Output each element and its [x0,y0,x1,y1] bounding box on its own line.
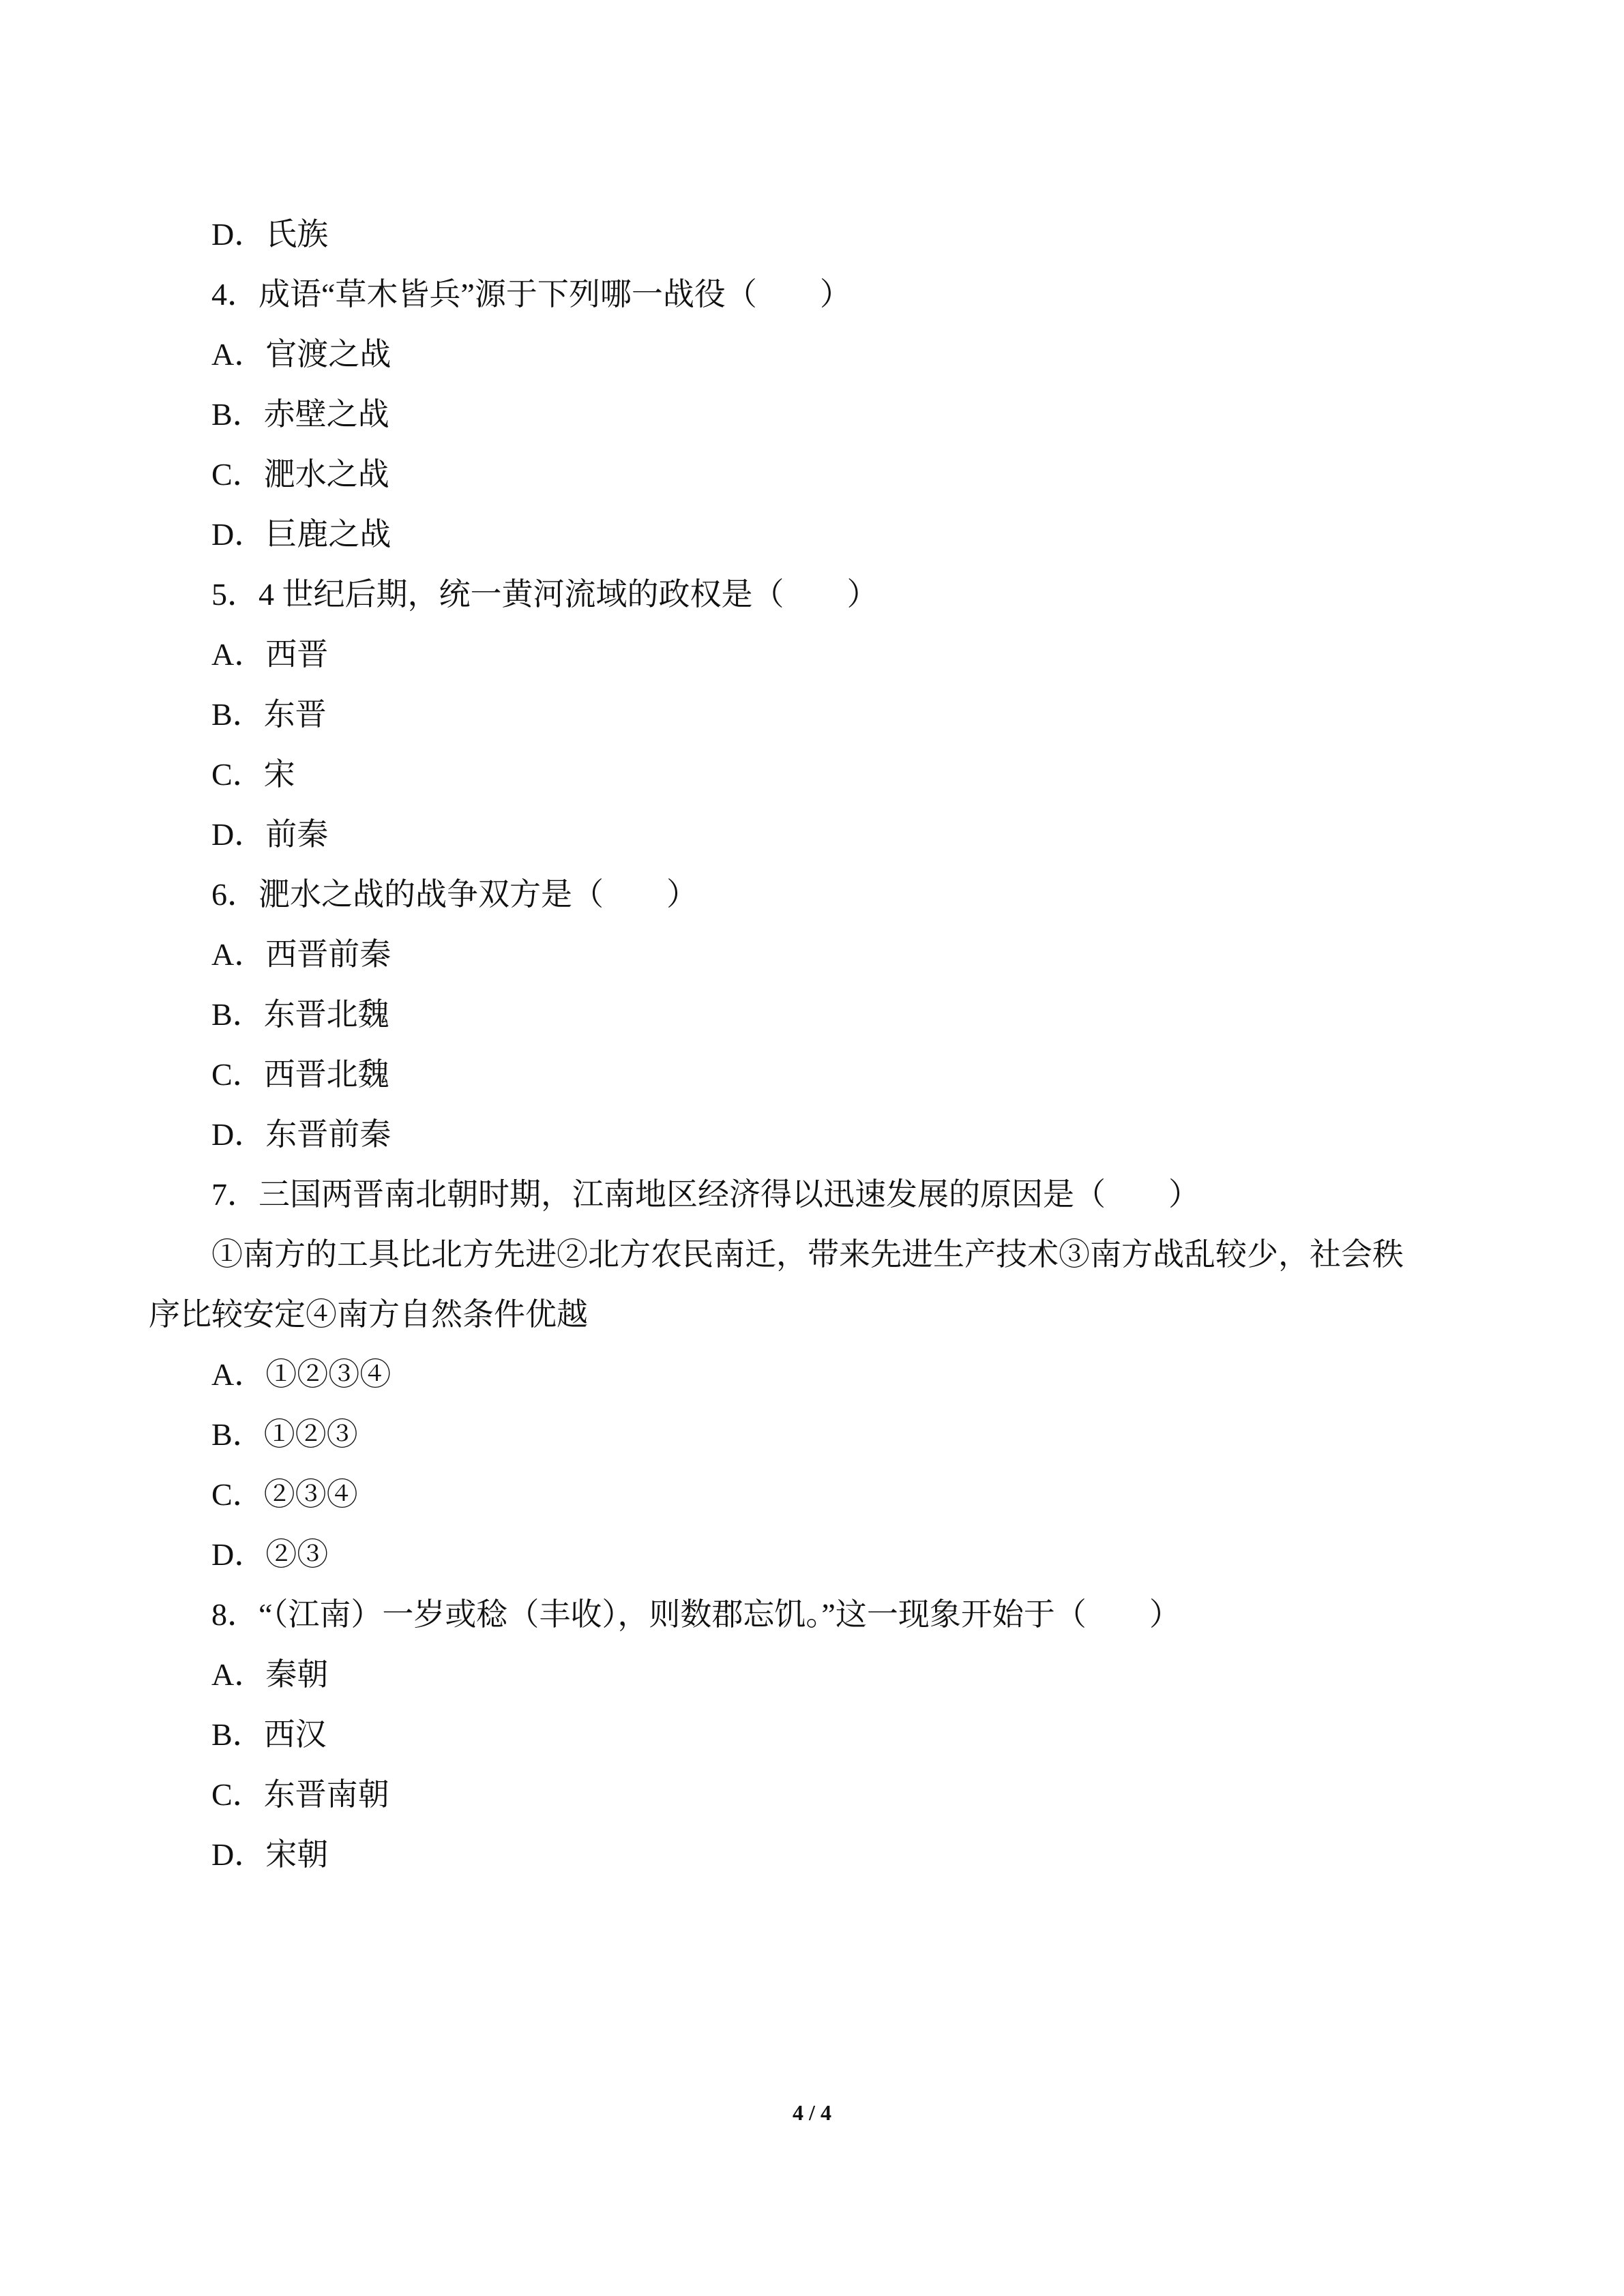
text-line: 5．4 世纪后期，统一黄河流域的政权是（ ） [211,577,879,612]
text-line: A．西晋 [211,637,329,672]
text-line: A．官渡之战 [211,337,392,372]
text-line: D．宋朝 [211,1837,329,1872]
text-line: C．宋 [211,757,295,792]
text-line: 8．“（江南）一岁或稔（丰收），则数郡忘饥。”这一现象开始于（ ） [211,1597,1181,1632]
text-line: D．前秦 [211,817,329,852]
text-line: D．东晋前秦 [211,1117,392,1152]
text-line: 6．淝水之战的战争双方是（ ） [211,877,698,912]
text-line: D．氏族 [211,217,329,252]
page-number: 4 / 4 [793,2100,831,2125]
text-line: C．淝水之战 [211,457,389,492]
text-line: 序比较安定④南方自然条件优越 [149,1297,588,1332]
text-line: ①南方的工具比北方先进②北方农民南迁，带来先进生产技术③南方战乱较少，社会秩 [211,1237,1404,1272]
text-line: B．东晋 [211,697,327,732]
text-line: B．赤壁之战 [211,397,389,432]
text-line: A．西晋前秦 [211,937,392,972]
text-line: C．东晋南朝 [211,1777,389,1812]
text-line: B．①②③ [211,1417,358,1452]
text-line: C．②③④ [211,1477,358,1512]
text-line: 7．三国两晋南北朝时期，江南地区经济得以迅速发展的原因是（ ） [211,1177,1200,1212]
text-line: 4．成语“草木皆兵”源于下列哪一战役（ ） [211,277,851,312]
text-line: C．西晋北魏 [211,1057,389,1092]
text-line: D．巨鹿之战 [211,517,392,552]
text-line: B．西汉 [211,1717,327,1752]
text-line: A．秦朝 [211,1657,329,1692]
text-line: B．东晋北魏 [211,997,389,1032]
text-line: A．①②③④ [211,1357,392,1392]
text-line: D．②③ [211,1537,329,1572]
question-list [149,205,1475,1885]
